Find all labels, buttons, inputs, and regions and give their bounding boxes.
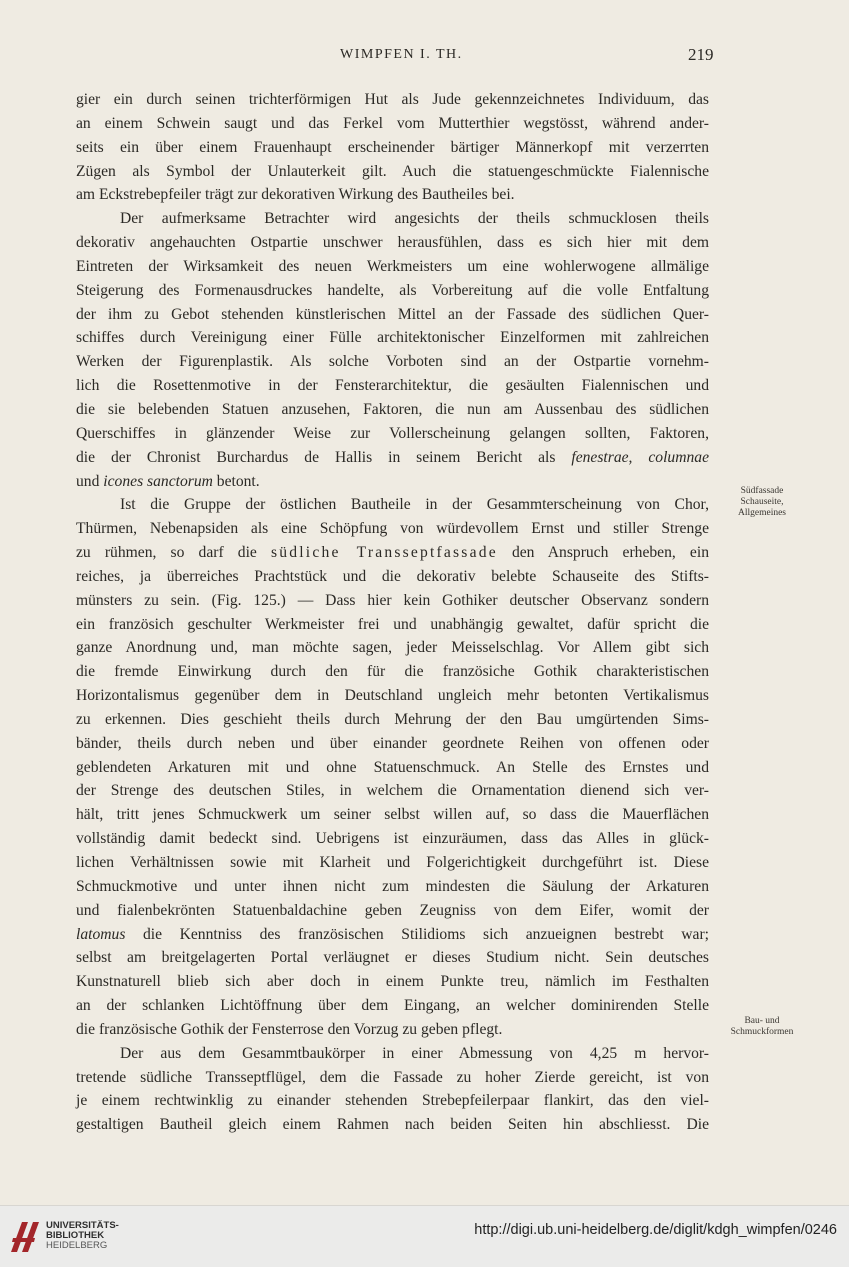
margin-note-line: Allgemeines: [737, 508, 786, 518]
viewer-footer: [0, 1205, 849, 1267]
library-line: BIBLIOTHEK: [46, 1230, 105, 1241]
running-head: [0, 47, 849, 69]
text-line: am Eckstrebepfeiler trägt zur dekorativen Wirkung des Bautheiles bei.: [76, 186, 515, 204]
text-line: geblendeten Arkaturen mit und ohne Statuenschmuck. An Stelle des Ernstes und: [76, 758, 709, 776]
text-line: Kunstnaturell blieb sich aber doch in einem Punkte treu, nämlich im Festhalten: [76, 973, 709, 991]
body-text: [76, 88, 709, 1137]
text-line: gestaltigen Bautheil gleich einem Rahmen nach beiden Seiten hin abschliesst. Die: [76, 1116, 709, 1134]
spaced-term: südliche Transseptfassade: [271, 544, 498, 562]
text-line: an der schlanken Lichtöffnung über dem Eingang, an welcher dominirenden Stelle: [76, 997, 709, 1015]
text-line: Eintreten der Wirksamkeit des neuen Werkmeisters um eine wohlerwogene allmälige: [76, 257, 709, 275]
text-line: Horizontalismus gegenüber dem in Deutschland ungleich mehr betonten Vertikalismus: [76, 687, 709, 705]
text-segment: die Kenntniss des französischen Stilidioms sich anzueignen bestrebt war;: [142, 925, 709, 943]
library-line: UNIVERSITÄTS-: [46, 1220, 119, 1231]
text-line: gier ein durch seinen trichterförmigen Hut als Jude gekennzeichnetes Individuum, das: [76, 91, 709, 108]
paragraph-start: Der aus dem Gesammtbaukörper in einer Abmessung von 4,25 m hervor-: [120, 1044, 709, 1062]
text-line: tretende südliche Transseptflügel, dem die Fassade zu hoher Zierde gereicht, ist von: [76, 1068, 709, 1086]
text-line: Werken der Figurenplastik. Als solche Vorboten sind an der Ostpartie vornehm-: [76, 353, 709, 371]
text-line: die fremde Einwirkung durch den für die französiche Gothik charakteristischen: [76, 663, 709, 681]
text-line: hält, tritt jenes Schmuckwerk um seiner selbst willen auf, so dass die Mauerflächen: [76, 806, 709, 824]
text-line: je einem rechtwinklig zu einander stehenden Strebepfeilerpaar flankirt, das den viel-: [76, 1092, 709, 1110]
running-title: WIMPFEN I. TH.: [340, 47, 463, 62]
text-line: Schmuckmotive und unter ihnen nicht zum mindesten die Säulung der Arkaturen: [76, 877, 709, 895]
text-line: lich die Rosettenmotive in der Fensterarchitektur, die gesäulten Fialennischen und: [76, 377, 709, 395]
page-number: 219: [688, 45, 714, 64]
library-logo-icon[interactable]: [8, 1214, 42, 1258]
text-line: an einem Schwein saugt und das Ferkel vom Mutterthier wegstösst, während ander-: [76, 114, 709, 132]
library-line: HEIDELBERG: [46, 1240, 108, 1251]
margin-note-line: Südfassade: [740, 486, 784, 496]
text-line: der ihm zu Gebot stehenden künstlerischen Mittel an der Fassade des südlichen Quer-: [76, 305, 709, 323]
margin-note-suedfassade: [722, 486, 802, 519]
margin-note-line: Schmuckformen: [730, 1027, 794, 1037]
text-line: selbst am breitgelagerten Portal verläugnet er dieses Studium nicht. Sein deutsches: [76, 949, 709, 967]
text-line: seits ein über einem Frauenhaupt erscheinender bärtiger Männerkopf mit verzerrten: [76, 138, 709, 156]
text-segment: und: [76, 472, 100, 490]
text-line: [76, 541, 709, 565]
text-line: die sie belebenden Statuen anzusehen, Faktoren, die nun am Aussenbau des südlichen: [76, 400, 709, 418]
library-name[interactable]: [46, 1221, 119, 1251]
text-segment: die der Chronist Burchardus de Hallis in seinem Bericht als: [76, 448, 556, 466]
text-line: ganze Anordnung und, man möchte sagen, jeder Meisselschlag. Vor Allem gibt sich: [76, 639, 709, 657]
permalink-url[interactable]: http://digi.ub.uni-heidelberg.de/diglit/kdgh_wimpfen/0246: [474, 1222, 837, 1238]
text-line: Thürmen, Nebenapsiden als eine Schöpfung von würdevollem Ernst und stiller Strenge: [76, 520, 709, 538]
text-line: Zügen als Symbol der Unlauterkeit gilt. Auch die statuengeschmückte Fialennische: [76, 162, 709, 180]
paragraph-start: Der aufmerksame Betrachter wird angesichts der theils schmucklosen theils: [120, 210, 709, 228]
text-line: Steigerung des Formenausdruckes handelte, als Vorbereitung auf die volle Entfaltung: [76, 281, 709, 299]
text-line: [76, 923, 709, 947]
text-segment: betont.: [216, 472, 260, 490]
text-line: vollständig damit bedeckt sind. Uebrigens ist einzuräumen, dass das Alles in glück-: [76, 830, 709, 848]
text-line: dekorativ angehauchten Ostpartie unschwer herausfühlen, dass es sich hier mit dem: [76, 234, 709, 252]
text-line: schiffes durch Vereinigung einer Fülle architektonischer Einzelformen mit zahlreichen: [76, 329, 709, 347]
text-line: Querschiffes in glänzender Weise zur Vollerscheinung gelangen sollten, Faktoren,: [76, 424, 709, 442]
text-segment: zu rühmen, so darf die: [76, 544, 257, 562]
italic-term: icones sanctorum: [103, 472, 213, 490]
text-line: ein französich geschulter Werkmeister frei und unabhängig gewaltet, dafür spricht die: [76, 615, 709, 633]
text-line: der Strenge des deutschen Stiles, in welchem die Ornamentation dienend sich ver-: [76, 782, 709, 800]
text-line: die französische Gothik der Fensterrose den Vorzug zu geben pflegt.: [76, 1020, 503, 1038]
paragraph-start: Ist die Gruppe der östlichen Bautheile in der Gesammterscheinung von Chor,: [120, 496, 709, 514]
text-line: [76, 470, 709, 494]
text-line: bänder, theils durch neben und über einander geordnete Reihen von offenen oder: [76, 734, 709, 752]
text-line: münsters zu sein. (Fig. 125.) — Dass hier kein Gothiker deutscher Observanz sondern: [76, 591, 709, 609]
text-line: und fialenbekrönten Statuenbaldachine geben Zeugniss von dem Eifer, womit der: [76, 901, 709, 919]
italic-term: fenestrae, columnae: [571, 448, 709, 466]
text-line: zu erkennen. Dies geschieht theils durch Mehrung der den Bau umgürtenden Sims-: [76, 710, 709, 728]
italic-term: latomus: [76, 925, 126, 943]
text-line: reiches, ja überreiches Prachtstück und die dekorativ belebte Schauseite des Stifts-: [76, 567, 709, 585]
text-line: [76, 446, 709, 470]
margin-note-line: Schauseite,: [740, 497, 784, 507]
margin-note-line: Bau- und: [744, 1016, 780, 1026]
text-segment: den Anspruch erheben, ein: [511, 544, 709, 562]
text-line: lichen Verhältnissen sowie mit Klarheit und Folgerichtigkeit durchgeführt ist. Diese: [76, 854, 709, 871]
margin-note-bauformen: [716, 1016, 808, 1038]
